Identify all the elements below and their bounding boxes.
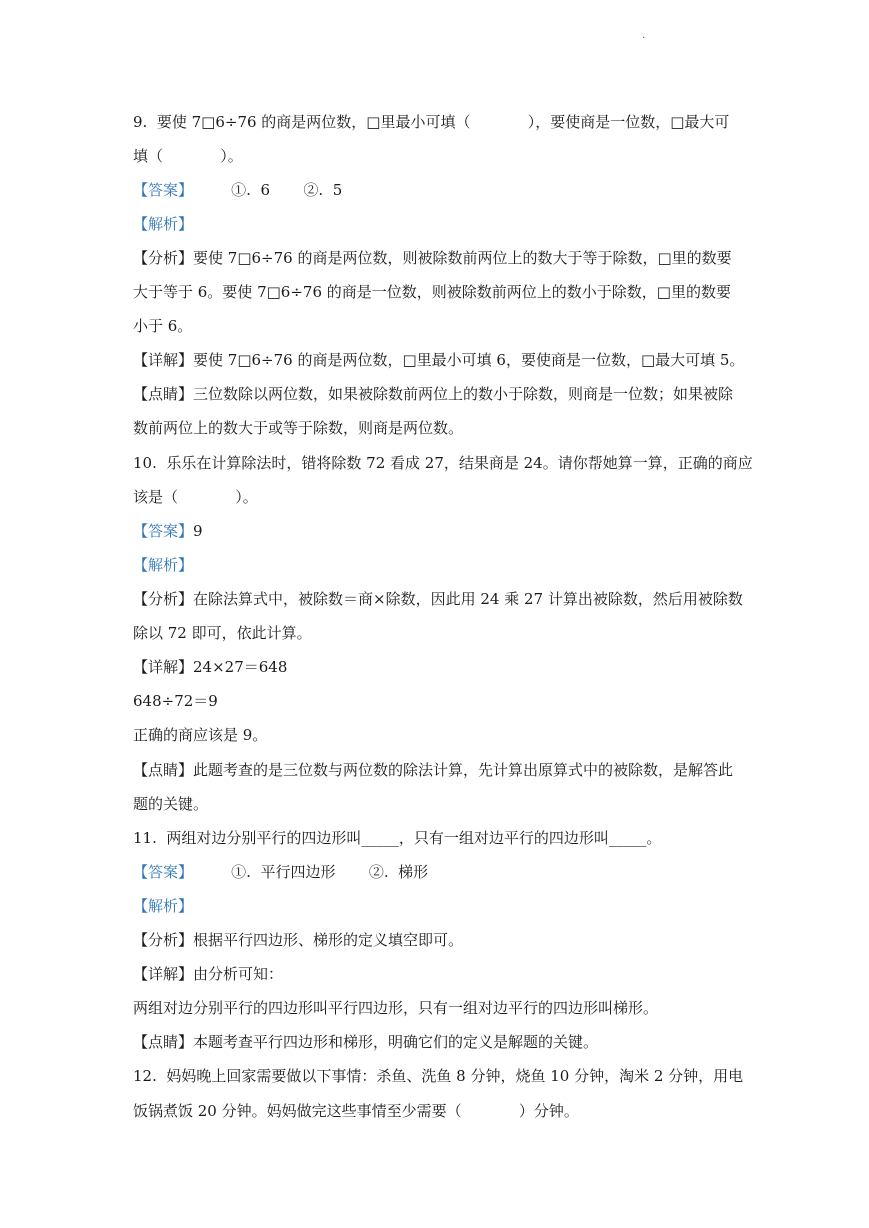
line-text: 9	[193, 522, 203, 540]
document-line	[133, 589, 743, 609]
line-text: 三位数除以两位数，如果被除数前两位上的数小于除数，则商是一位数；如果被除	[193, 385, 734, 403]
document-line	[133, 896, 743, 916]
document-line	[133, 794, 743, 814]
line-text: 9. 要使 7□6÷76 的商是两位数，□里最小可填（ ），要使商是一位数，□最大可	[133, 113, 730, 131]
document-line	[133, 418, 743, 438]
answer-label: 【答案】	[133, 863, 194, 881]
document-line	[133, 657, 743, 677]
document-line	[133, 453, 753, 473]
document-line	[133, 760, 743, 780]
document-line	[133, 214, 743, 234]
line-text: 24×27＝648	[193, 658, 288, 676]
line-text: 在除法算式中，被除数＝商×除数，因此用 24 乘 27 计算出被除数，然后用被除数	[193, 590, 743, 608]
document-line	[133, 1032, 743, 1052]
document-line	[133, 487, 743, 507]
section-label: 【详解】	[133, 965, 194, 983]
section-label: 【点睛】	[133, 1033, 194, 1051]
document-line	[133, 1066, 743, 1086]
line-text: 题的关键。	[133, 795, 209, 813]
line-text: ①. 平行四边形 ②. 梯形	[193, 863, 429, 881]
document-line	[133, 282, 743, 302]
document-line	[133, 248, 743, 268]
analysis-label: 【解析】	[133, 897, 194, 915]
header-dot: .	[642, 30, 646, 41]
section-label: 【分析】	[133, 590, 194, 608]
document-line	[133, 180, 743, 200]
answer-label: 【答案】	[133, 522, 194, 540]
document-line	[133, 384, 743, 404]
section-label: 【分析】	[133, 931, 194, 949]
line-text: 此题考查的是三位数与两位数的除法计算，先计算出原算式中的被除数，是解答此	[193, 761, 734, 779]
line-text: 饭锅煮饭 20 分钟。妈妈做完这些事情至少需要（ ）分钟。	[133, 1102, 579, 1120]
analysis-label: 【解析】	[133, 215, 194, 233]
line-text: 填（ ）。	[133, 147, 243, 165]
document-line	[133, 1101, 743, 1121]
section-label: 【详解】	[133, 351, 194, 369]
line-text: 数前两位上的数大于或等于除数，则商是两位数。	[133, 419, 464, 437]
document-line	[133, 623, 743, 643]
section-label: 【点睛】	[133, 761, 194, 779]
document-line	[133, 521, 743, 541]
line-text: 除以 72 即可，依此计算。	[133, 624, 312, 642]
line-text: 由分析可知：	[193, 965, 284, 983]
section-label: 【分析】	[133, 249, 194, 267]
document-line	[133, 964, 743, 984]
document-line	[133, 112, 743, 132]
line-text: 两组对边分别平行的四边形叫平行四边形，只有一组对边平行的四边形叫梯形。	[133, 999, 659, 1017]
document-line	[133, 998, 743, 1018]
document-line	[133, 316, 743, 336]
line-text: 648÷72＝9	[133, 692, 218, 710]
line-text: 小于 6。	[133, 317, 193, 335]
line-text: 本题考查平行四边形和梯形，明确它们的定义是解题的关键。	[193, 1033, 599, 1051]
line-text: 该是（ ）。	[133, 488, 258, 506]
line-text: 根据平行四边形、梯形的定义填空即可。	[193, 931, 464, 949]
document-line	[133, 555, 743, 575]
line-text: 要使 7□6÷76 的商是两位数，□里最小可填 6，要使商是一位数，□最大可填 5。	[193, 351, 745, 369]
document-line	[133, 725, 743, 745]
section-label: 【详解】	[133, 658, 194, 676]
document-line	[133, 828, 743, 848]
document-line	[133, 691, 743, 711]
line-text: 要使 7□6÷76 的商是两位数，则被除数前两位上的数大于等于除数，□里的数要	[193, 249, 732, 267]
line-text: ①. 6 ②. 5	[193, 181, 343, 199]
line-text: 10. 乐乐在计算除法时，错将除数 72 看成 27，结果商是 24。请你帮她算一算，正确的商应	[133, 454, 753, 472]
analysis-label: 【解析】	[133, 556, 194, 574]
document-line	[133, 930, 743, 950]
line-text: 正确的商应该是 9。	[133, 726, 268, 744]
section-label: 【点睛】	[133, 385, 194, 403]
line-text: 12. 妈妈晚上回家需要做以下事情：杀鱼、洗鱼 8 分钟，烧鱼 10 分钟，淘米 2 分钟，用电	[133, 1067, 744, 1085]
line-text: 大于等于 6。要使 7□6÷76 的商是一位数，则被除数前两位上的数小于除数，□里的数要	[133, 283, 731, 301]
document-line	[133, 146, 743, 166]
line-text: 11. 两组对边分别平行的四边形叫_____，只有一组对边平行的四边形叫_____。	[133, 829, 662, 847]
document-line	[133, 350, 743, 370]
document-line	[133, 862, 743, 882]
answer-label: 【答案】	[133, 181, 194, 199]
